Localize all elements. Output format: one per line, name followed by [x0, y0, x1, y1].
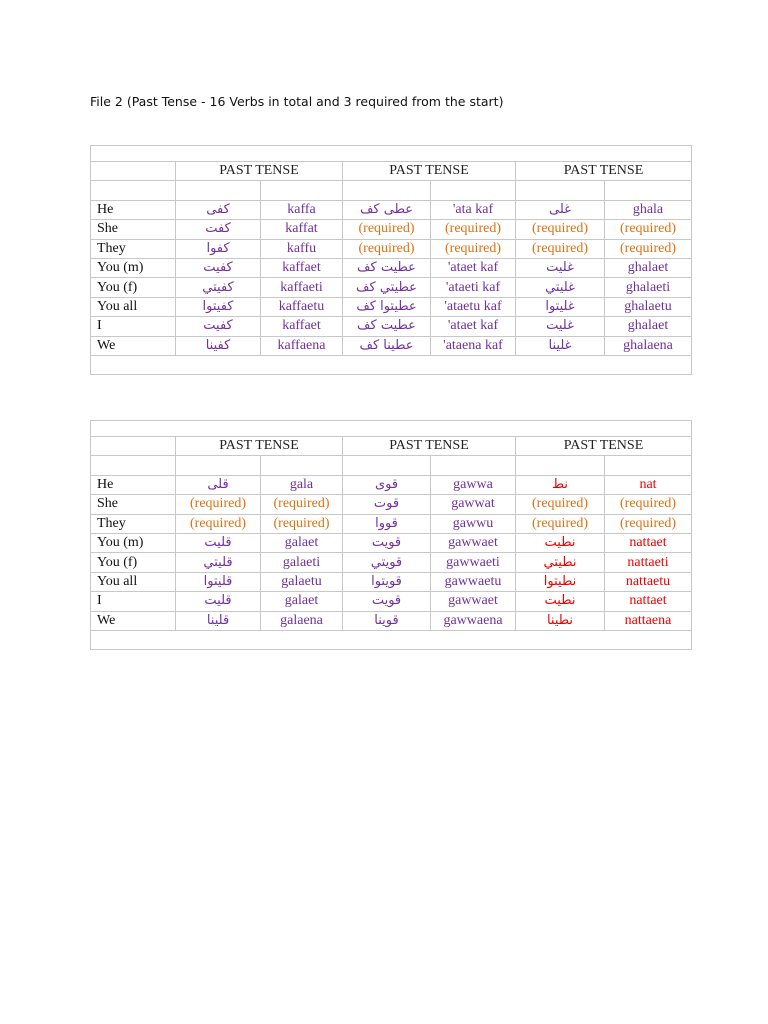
- transliteration-cell: galaet: [261, 533, 343, 552]
- transliteration-cell: (required): [516, 514, 605, 533]
- pronoun-cell: They: [91, 514, 176, 533]
- transliteration-cell: ghalaet: [605, 317, 692, 336]
- transliteration-cell: ghalaet: [605, 258, 692, 277]
- empty-cell: [261, 456, 343, 475]
- empty-cell: [605, 181, 692, 200]
- arabic-verb-cell: كفوا: [176, 239, 261, 258]
- transliteration-cell: 'ataena kaf: [431, 336, 516, 355]
- arabic-verb-cell: عطيتي كف: [343, 278, 431, 297]
- transliteration-cell: (required): [605, 514, 692, 533]
- transliteration-cell: gawwaet: [431, 533, 516, 552]
- arabic-verb-cell: قويتوا: [343, 572, 431, 591]
- arabic-verb-cell: نطيت: [516, 533, 605, 552]
- column-header: PAST TENSE: [176, 437, 343, 456]
- transliteration-cell: nattaetu: [605, 572, 692, 591]
- blank-row: [91, 421, 692, 437]
- arabic-verb-cell: كفينا: [176, 336, 261, 355]
- transliteration-cell: (required): [516, 220, 605, 239]
- transliteration-cell: 'ataet kaf: [431, 258, 516, 277]
- empty-cell: [176, 456, 261, 475]
- arabic-verb-cell: نطيتوا: [516, 572, 605, 591]
- header-row: [91, 162, 692, 181]
- transliteration-cell: nattaeti: [605, 553, 692, 572]
- arabic-verb-cell: قويتي: [343, 553, 431, 572]
- arabic-verb-cell: قليتوا: [176, 572, 261, 591]
- blank-row: [91, 146, 692, 162]
- transliteration-cell: gawwaetu: [431, 572, 516, 591]
- spacer-row: [91, 181, 692, 200]
- transliteration-cell: kaffaetu: [261, 297, 343, 316]
- transliteration-cell: gala: [261, 475, 343, 494]
- transliteration-cell: kaffaet: [261, 317, 343, 336]
- transliteration-cell: (required): [176, 514, 261, 533]
- arabic-verb-cell: غليتوا: [516, 297, 605, 316]
- arabic-verb-cell: عطيت كف: [343, 317, 431, 336]
- empty-cell: [91, 456, 176, 475]
- transliteration-cell: nattaena: [605, 611, 692, 630]
- transliteration-cell: (required): [516, 495, 605, 514]
- verb-table-1: [90, 145, 692, 375]
- header-empty-cell: [91, 162, 176, 181]
- table-row: [91, 475, 692, 494]
- table-row: [91, 553, 692, 572]
- arabic-verb-cell: كفيتي: [176, 278, 261, 297]
- transliteration-cell: galaet: [261, 592, 343, 611]
- pronoun-cell: We: [91, 336, 176, 355]
- table-row: [91, 514, 692, 533]
- empty-cell: [431, 181, 516, 200]
- transliteration-cell: (required): [261, 495, 343, 514]
- transliteration-cell: (required): [343, 239, 431, 258]
- transliteration-cell: kaffaet: [261, 258, 343, 277]
- arabic-verb-cell: قويت: [343, 533, 431, 552]
- empty-cell: [343, 456, 431, 475]
- pronoun-cell: He: [91, 200, 176, 219]
- pronoun-cell: She: [91, 495, 176, 514]
- table-row: [91, 200, 692, 219]
- transliteration-cell: kaffaeti: [261, 278, 343, 297]
- arabic-verb-cell: عطينا كف: [343, 336, 431, 355]
- arabic-verb-cell: عطيت كف: [343, 258, 431, 277]
- arabic-verb-cell: غليت: [516, 258, 605, 277]
- column-header: PAST TENSE: [343, 437, 516, 456]
- transliteration-cell: gawwaena: [431, 611, 516, 630]
- transliteration-cell: gawwaeti: [431, 553, 516, 572]
- transliteration-cell: galaetu: [261, 572, 343, 591]
- arabic-verb-cell: قلى: [176, 475, 261, 494]
- transliteration-cell: ghala: [605, 200, 692, 219]
- blank-cell: [91, 146, 692, 162]
- arabic-verb-cell: كفيت: [176, 258, 261, 277]
- transliteration-cell: (required): [176, 495, 261, 514]
- arabic-verb-cell: غليتي: [516, 278, 605, 297]
- table-row: [91, 572, 692, 591]
- transliteration-cell: galaeti: [261, 553, 343, 572]
- table-row: [91, 239, 692, 258]
- arabic-verb-cell: عطيتوا كف: [343, 297, 431, 316]
- arabic-verb-cell: عطى كف: [343, 200, 431, 219]
- arabic-verb-cell: قليت: [176, 592, 261, 611]
- transliteration-cell: nattaet: [605, 592, 692, 611]
- transliteration-cell: (required): [605, 239, 692, 258]
- empty-cell: [261, 181, 343, 200]
- pronoun-cell: You all: [91, 572, 176, 591]
- pronoun-cell: He: [91, 475, 176, 494]
- transliteration-cell: (required): [605, 220, 692, 239]
- transliteration-cell: nattaet: [605, 533, 692, 552]
- column-header: PAST TENSE: [516, 162, 692, 181]
- arabic-verb-cell: نط: [516, 475, 605, 494]
- blank-cell: [91, 630, 692, 649]
- transliteration-cell: (required): [261, 514, 343, 533]
- pronoun-cell: You (f): [91, 553, 176, 572]
- transliteration-cell: kaffa: [261, 200, 343, 219]
- column-header: PAST TENSE: [176, 162, 343, 181]
- table-row: [91, 495, 692, 514]
- arabic-verb-cell: كفى: [176, 200, 261, 219]
- arabic-verb-cell: قوت: [343, 495, 431, 514]
- arabic-verb-cell: غلينا: [516, 336, 605, 355]
- transliteration-cell: (required): [431, 220, 516, 239]
- transliteration-cell: ghalaeti: [605, 278, 692, 297]
- header-empty-cell: [91, 437, 176, 456]
- transliteration-cell: (required): [343, 220, 431, 239]
- arabic-verb-cell: قلينا: [176, 611, 261, 630]
- arabic-verb-cell: نطيت: [516, 592, 605, 611]
- page-title: File 2 (Past Tense - 16 Verbs in total and 3 required from the start): [90, 94, 504, 109]
- transliteration-cell: gawwu: [431, 514, 516, 533]
- verb-table-2: [90, 420, 692, 650]
- arabic-verb-cell: غليت: [516, 317, 605, 336]
- table-row: [91, 533, 692, 552]
- pronoun-cell: You (f): [91, 278, 176, 297]
- arabic-verb-cell: قليتي: [176, 553, 261, 572]
- empty-cell: [431, 456, 516, 475]
- empty-cell: [176, 181, 261, 200]
- empty-cell: [343, 181, 431, 200]
- transliteration-cell: ghalaena: [605, 336, 692, 355]
- blank-cell: [91, 421, 692, 437]
- column-header: PAST TENSE: [343, 162, 516, 181]
- pronoun-cell: She: [91, 220, 176, 239]
- arabic-verb-cell: كفت: [176, 220, 261, 239]
- spacer-row: [91, 456, 692, 475]
- blank-row: [91, 630, 692, 649]
- transliteration-cell: 'ataeti kaf: [431, 278, 516, 297]
- transliteration-cell: gawwa: [431, 475, 516, 494]
- table-row: [91, 317, 692, 336]
- arabic-verb-cell: نطيتي: [516, 553, 605, 572]
- transliteration-cell: 'ataet kaf: [431, 317, 516, 336]
- arabic-verb-cell: قووا: [343, 514, 431, 533]
- arabic-verb-cell: كفيت: [176, 317, 261, 336]
- arabic-verb-cell: قليت: [176, 533, 261, 552]
- blank-cell: [91, 355, 692, 374]
- transliteration-cell: gawwaet: [431, 592, 516, 611]
- arabic-verb-cell: قوى: [343, 475, 431, 494]
- table-row: [91, 336, 692, 355]
- transliteration-cell: nat: [605, 475, 692, 494]
- transliteration-cell: kaffat: [261, 220, 343, 239]
- header-row: [91, 437, 692, 456]
- pronoun-cell: We: [91, 611, 176, 630]
- table-row: [91, 258, 692, 277]
- transliteration-cell: (required): [516, 239, 605, 258]
- transliteration-cell: (required): [431, 239, 516, 258]
- arabic-verb-cell: نطينا: [516, 611, 605, 630]
- table-row: [91, 278, 692, 297]
- empty-cell: [516, 456, 605, 475]
- table-row: [91, 220, 692, 239]
- transliteration-cell: galaena: [261, 611, 343, 630]
- pronoun-cell: You (m): [91, 258, 176, 277]
- empty-cell: [605, 456, 692, 475]
- transliteration-cell: 'ataetu kaf: [431, 297, 516, 316]
- table-row: [91, 592, 692, 611]
- transliteration-cell: kaffu: [261, 239, 343, 258]
- empty-cell: [91, 181, 176, 200]
- table-row: [91, 297, 692, 316]
- arabic-verb-cell: غلى: [516, 200, 605, 219]
- pronoun-cell: You (m): [91, 533, 176, 552]
- empty-cell: [516, 181, 605, 200]
- pronoun-cell: You all: [91, 297, 176, 316]
- pronoun-cell: They: [91, 239, 176, 258]
- pronoun-cell: I: [91, 317, 176, 336]
- transliteration-cell: gawwat: [431, 495, 516, 514]
- table-row: [91, 611, 692, 630]
- arabic-verb-cell: قوينا: [343, 611, 431, 630]
- pronoun-cell: I: [91, 592, 176, 611]
- arabic-verb-cell: كفيتوا: [176, 297, 261, 316]
- blank-row: [91, 355, 692, 374]
- transliteration-cell: ghalaetu: [605, 297, 692, 316]
- transliteration-cell: 'ata kaf: [431, 200, 516, 219]
- column-header: PAST TENSE: [516, 437, 692, 456]
- transliteration-cell: (required): [605, 495, 692, 514]
- transliteration-cell: kaffaena: [261, 336, 343, 355]
- arabic-verb-cell: قويت: [343, 592, 431, 611]
